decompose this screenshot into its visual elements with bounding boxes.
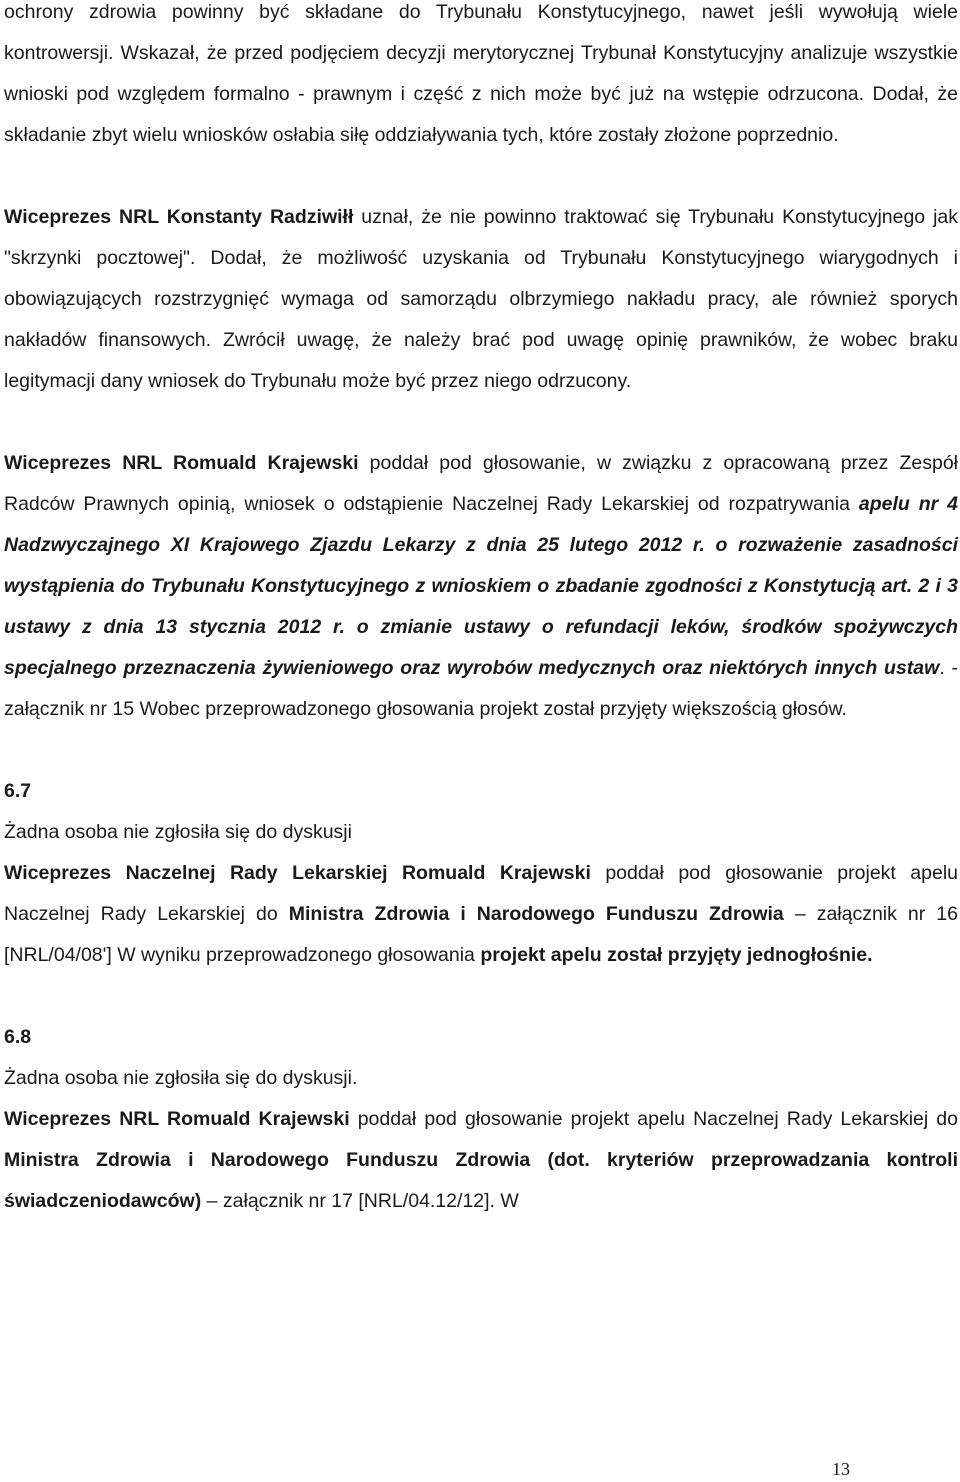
section-6-7-text: poddał pod głosowanie projekt apelu Naczelnej Rady Lekarskiej do (4, 862, 958, 925)
paragraph-2-text: uznał, że nie powinno traktować się Trybunału Konstytucyjnego jak "skrzynki pocztowej". Dodał, że możliwość uzyskania od Trybunału Konstytucyjnego wiarygodnych i obowiązujących rozstrzygnięć wymaga od samorządu olbrzymiego nakładu pracy, ale również sporych nakładów finansowych. Zwrócił uwagę, że należy brać pod uwagę opinię prawników, że wobec braku legitymacji dany wniosek do Trybunału może być przez niego odrzucony. (4, 206, 959, 392)
document-page (4, 0, 958, 1222)
section-6-8-text-2: – załącznik nr 17 [NRL/04.12/12]. W (201, 1190, 519, 1212)
speaker-name: Wiceprezes NRL Konstanty Radziwiłł (4, 206, 354, 228)
section-6-7-discussion-note (4, 812, 958, 853)
section-heading-6-8: 6.8 (4, 1026, 32, 1048)
section-6-7-text-2: – załącznik nr 16 [NRL/04/08'] W wyniku przeprowadzonego głosowania (4, 903, 958, 966)
paragraph-3-text-end: . - załącznik nr 15 Wobec przeprowadzonego głosowania projekt został przyjęty większością głosów. (4, 657, 958, 720)
appeal-title: apelu nr 4 Nadzwyczajnego XI Krajowego Zjazdu Lekarzy z dnia 25 lutego 2012 r. o rozważenie zasadności wystąpienia do Trybunału Konstytucyjnego z wnioskiem o zbadanie zgodności z Konstytucją art. 2 i 3 ustawy z dnia 13 stycznia 2012 r. o zmianie ustawy o refundacji leków, środków spożywczych specjalnego przeznaczenia żywieniowego oraz wyrobów medycznych oraz niektórych innych ustaw (4, 493, 958, 679)
paragraph-gap (4, 730, 958, 771)
discussion-note-text: Żadna osoba nie zgłosiła się do dyskusji (4, 821, 352, 843)
paragraph-gap (4, 156, 958, 197)
paragraph-1-text: ochrony zdrowia powinny być składane do Trybunału Konstytucyjnego, nawet jeśli wywołują wiele kontrowersji. Wskazał, że przed podjęciem decyzji merytorycznej Trybunał Konstytucyjny analizuje wszystkie wnioski pod względem formalno - prawnym i część z nich może być już na wstępie odrzucona. Dodał, że składanie zbyt wielu wniosków osłabia siłę oddziaływania tych, które zostały złożone poprzednio. (4, 1, 958, 146)
section-6-8-paragraph (4, 1099, 958, 1222)
paragraph-gap (4, 402, 958, 443)
paragraph-3-text: poddał pod głosowanie, w związku z opracowaną przez Zespół Radców Prawnych opinią, wniosek o odstąpienie Naczelnej Rady Lekarskiej od rozpatrywania (4, 452, 958, 515)
addressee: Ministra Zdrowia i Narodowego Funduszu Zdrowia (288, 903, 784, 925)
paragraph-3 (4, 443, 958, 730)
page-number: 13 (832, 1459, 850, 1479)
section-6-8-text: poddał pod głosowanie projekt apelu Naczelnej Rady Lekarskiej do (349, 1108, 958, 1130)
section-6-7-paragraph (4, 853, 958, 976)
speaker-name: Wiceprezes NRL Romuald Krajewski (4, 1108, 350, 1130)
discussion-note-text: Żadna osoba nie zgłosiła się do dyskusji. (4, 1067, 358, 1089)
section-heading-6-7: 6.7 (4, 780, 32, 802)
vote-result: projekt apelu został przyjęty jednogłośnie. (480, 944, 873, 966)
paragraph-1 (4, 0, 958, 156)
speaker-name: Wiceprezes Naczelnej Rady Lekarskiej Romuald Krajewski (4, 862, 591, 884)
addressee: Ministra Zdrowia i Narodowego Funduszu Zdrowia (dot. kryteriów przeprowadzania kontroli świadczeniodawców) (4, 1149, 958, 1212)
speaker-name: Wiceprezes NRL Romuald Krajewski (4, 452, 359, 474)
section-6-8-discussion-note (4, 1058, 958, 1099)
paragraph-gap (4, 976, 958, 1017)
paragraph-2 (4, 197, 958, 402)
